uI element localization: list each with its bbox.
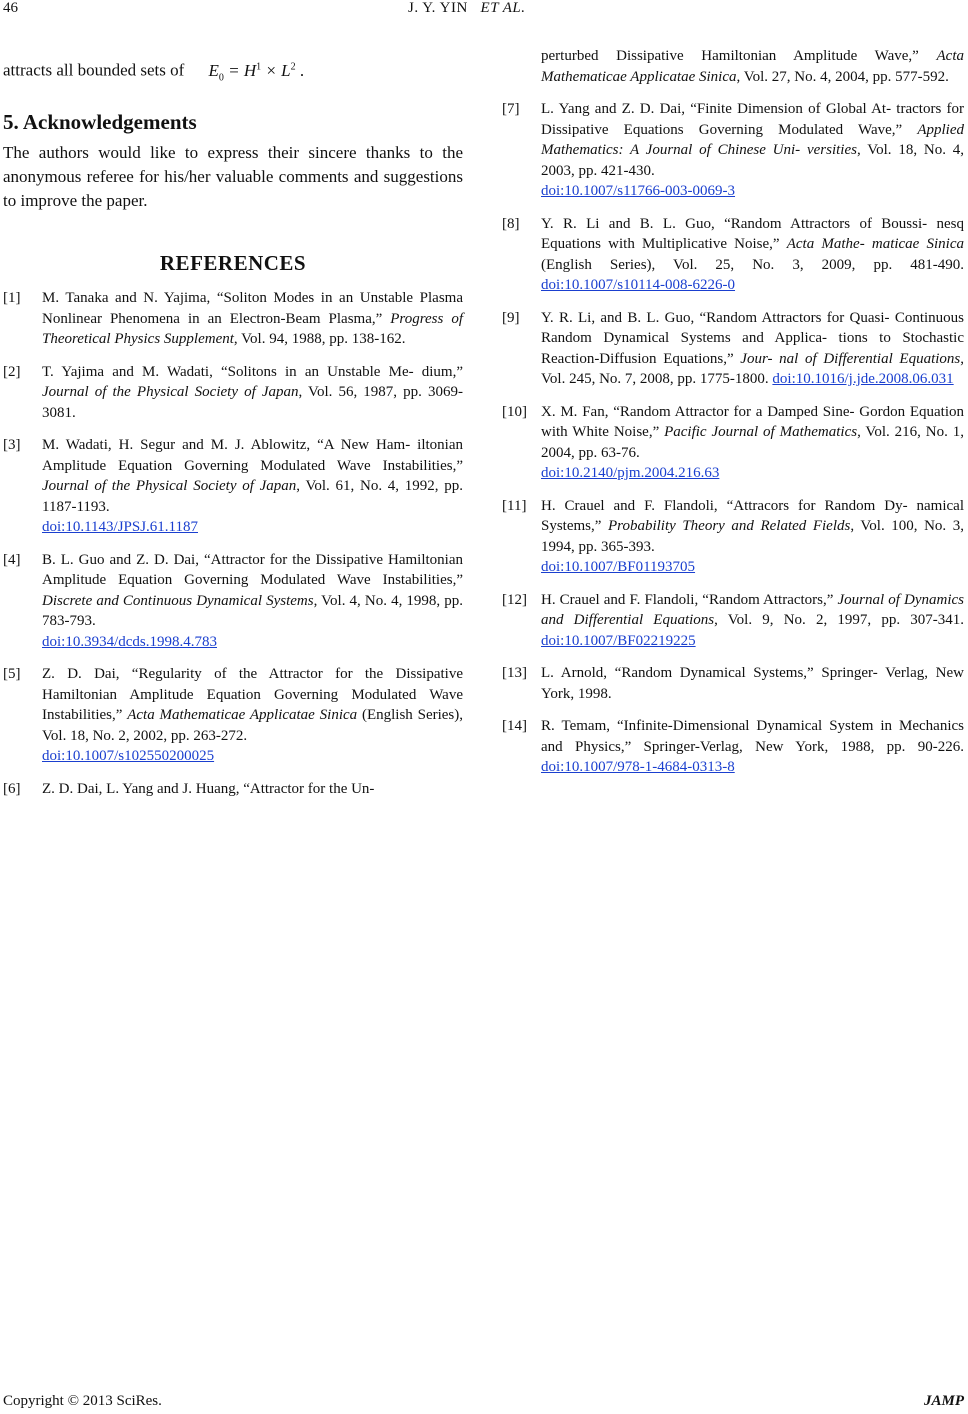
reference-details: , Vol. 100, No. 3, 1994, pp. 365-393. bbox=[541, 518, 964, 555]
reference-text: Y. R. Li and B. L. Guo, “Random Attractors of Boussi- nesq Equations with Multiplicative Noise,” bbox=[541, 215, 964, 252]
reference-item bbox=[3, 435, 463, 538]
reference-continuation bbox=[502, 46, 964, 87]
reference-journal: Journal of Dynamics and Differential Equations bbox=[541, 591, 964, 628]
reference-text: L. Arnold, “Random Dynamical Systems,” Springer- Verlag, New York, 1998. bbox=[541, 665, 964, 702]
reference-item bbox=[3, 779, 463, 800]
formula-e: E bbox=[208, 60, 219, 80]
formula-space bbox=[208, 60, 305, 84]
reference-item bbox=[502, 402, 964, 484]
reference-details: , Vol. 4, No. 4, 1998, pp. 783-793. bbox=[42, 592, 463, 630]
reference-number: [6] bbox=[3, 780, 21, 797]
reference-item bbox=[3, 362, 463, 424]
reference-number: [3] bbox=[3, 437, 21, 454]
left-column bbox=[3, 55, 463, 811]
reference-doi-link[interactable]: doi:10.1007/BF02219225 bbox=[541, 632, 696, 649]
reference-journal: Acta Mathematicae Applicatae Sinica bbox=[127, 707, 358, 724]
footer-journal: JAMP bbox=[923, 1393, 964, 1409]
reference-number: [5] bbox=[3, 666, 21, 683]
running-header-etal: ET AL. bbox=[480, 0, 526, 16]
reference-number: [7] bbox=[502, 101, 520, 117]
reference-number: [8] bbox=[502, 215, 520, 232]
reference-journal: Applied Mathematics: A Journal of Chinese Uni- versities bbox=[541, 121, 964, 158]
reference-number: [1] bbox=[3, 290, 21, 307]
reference-item bbox=[502, 590, 964, 652]
reference-details: , Vol. 216, No. 1, 2004, pp. 63-76. bbox=[541, 424, 964, 461]
reference-text: Z. D. Dai, L. Yang and J. Huang, “Attractor for the Un- bbox=[42, 780, 375, 797]
reference-item bbox=[502, 308, 964, 390]
reference-text: perturbed Dissipative Hamiltonian Amplitude Wave,” bbox=[541, 48, 937, 64]
reference-item bbox=[3, 288, 463, 350]
reference-journal: Progress of Theoretical Physics Supplement bbox=[42, 310, 463, 348]
formula-e-sub: 0 bbox=[218, 72, 224, 84]
reference-journal: Journal of the Physical Society of Japan bbox=[42, 478, 297, 495]
reference-number: [14] bbox=[502, 718, 527, 734]
reference-journal: Pacific Journal of Mathematics bbox=[664, 424, 858, 440]
formula-h-sup: 1 bbox=[256, 61, 262, 72]
reference-details: , Vol. 9, No. 2, 1997, pp. 307-341. bbox=[714, 612, 964, 628]
reference-details: , Vol. 18, No. 4, 2003, pp. 421-430. bbox=[541, 142, 964, 179]
page-number: 46 bbox=[3, 0, 18, 16]
reference-item bbox=[502, 663, 964, 704]
reference-details: (English Series), Vol. 18, No. 2, 2002, pp. 263-272. bbox=[42, 707, 464, 744]
acknowledgements-text: The authors would like to express their sincere thanks to the anonymous referee for his/her valuable comments and suggestions to improve the paper. bbox=[3, 143, 463, 211]
reference-journal: Discrete and Continuous Dynamical Systems bbox=[42, 592, 314, 609]
reference-details: , Vol. 245, No. 7, 2008, pp. 1775-1800. bbox=[541, 350, 965, 387]
right-column bbox=[502, 46, 964, 790]
reference-text: M. Wadati, H. Segur and M. J. Ablowitz, “A New Ham- iltonian Amplitude Equation Governing Modulated Wave Instabilities,” bbox=[42, 437, 463, 474]
intro-text: attracts all bounded sets of bbox=[3, 60, 185, 80]
reference-details: , Vol. 61, No. 4, 1992, pp. 1187-1193. bbox=[42, 478, 463, 515]
reference-doi-link[interactable]: doi:10.1007/s11766-003-0069-3 bbox=[541, 183, 736, 199]
footer-copyright: Copyright © 2013 SciRes. bbox=[3, 1393, 162, 1409]
reference-item bbox=[3, 550, 463, 653]
reference-item bbox=[502, 214, 964, 296]
reference-text: Z. D. Dai, “Regularity of the Attractor for the Dissipative Hamiltonian Amplitude Equation Governing Modulated Wave Instabilities,” bbox=[42, 666, 463, 724]
reference-text: M. Tanaka and N. Yajima, “Soliton Modes in an Unstable Plasma Nonlinear Phenomena in an Electron-Beam Plasma,” bbox=[42, 290, 463, 327]
formula-eq: = H bbox=[223, 60, 257, 80]
reference-doi-link[interactable]: doi:10.3934/dcds.1998.4.783 bbox=[42, 633, 217, 650]
reference-text: R. Temam, “Infinite-Dimensional Dynamical System in Mechanics and Physics,” Springer-Verlag, New York, 1988, pp. 90-226. bbox=[541, 718, 964, 755]
reference-text: B. L. Guo and Z. D. Dai, “Attractor for the Dissipative Hamiltonian Amplitude Equation Governing Modulated Wave Instabilities,” bbox=[42, 551, 463, 589]
reference-doi-link[interactable]: doi:10.1007/s10114-008-6226-0 bbox=[541, 277, 736, 293]
reference-number: [9] bbox=[502, 309, 520, 326]
formula-l-sup: 2 bbox=[290, 61, 296, 72]
reference-number: [4] bbox=[3, 551, 21, 568]
reference-doi-link[interactable]: doi:10.1007/978-1-4684-0313-8 bbox=[541, 759, 735, 775]
reference-doi-link[interactable]: doi:10.1007/s102550200025 bbox=[42, 748, 215, 765]
reference-item bbox=[3, 664, 463, 767]
reference-details: , Vol. 56, 1987, pp. 3069-3081. bbox=[42, 384, 463, 421]
reference-text: X. M. Fan, “Random Attractor for a Damped Sine- Gordon Equation with White Noise,” bbox=[541, 403, 964, 440]
formula-times: × L bbox=[261, 60, 291, 80]
formula-end: . bbox=[295, 60, 305, 80]
running-header bbox=[408, 0, 526, 17]
reference-details: , Vol. 94, 1988, pp. 138-162. bbox=[233, 331, 406, 348]
reference-journal: Probability Theory and Related Fields bbox=[608, 518, 851, 534]
reference-doi-link[interactable]: doi:10.1007/BF01193705 bbox=[541, 559, 696, 575]
reference-text: L. Yang and Z. D. Dai, “Finite Dimension of Global At- tractors for Dissipative Equations Governing Modulated Wave,” bbox=[541, 101, 964, 138]
reference-text: H. Crauel and F. Flandoli, “Attracors for Random Dy- namical Systems,” bbox=[541, 497, 964, 534]
reference-item bbox=[502, 716, 964, 778]
reference-number: [10] bbox=[502, 403, 527, 420]
reference-text: H. Crauel and F. Flandoli, “Random Attractors,” bbox=[541, 591, 838, 608]
references-heading: REFERENCES bbox=[159, 251, 307, 276]
reference-item bbox=[502, 496, 964, 578]
reference-doi-link[interactable]: doi:10.1143/JPSJ.61.1187 bbox=[42, 519, 198, 536]
reference-details: (English Series), Vol. 25, No. 3, 2009, pp. 481-490. bbox=[541, 256, 964, 273]
reference-journal: Journal of the Physical Society of Japan bbox=[42, 384, 299, 401]
reference-doi-link[interactable]: doi:10.1016/j.jde.2008.06.031 bbox=[772, 371, 954, 387]
reference-number: [13] bbox=[502, 665, 527, 681]
reference-number: [2] bbox=[3, 363, 21, 380]
reference-journal: Jour- nal of Differential Equations bbox=[740, 350, 961, 367]
reference-doi-link[interactable]: doi:10.2140/pjm.2004.216.63 bbox=[541, 465, 720, 481]
reference-number: [11] bbox=[502, 497, 527, 514]
reference-journal: Acta Mathematicae Applicatae Sinica bbox=[541, 48, 964, 85]
running-header-authors: J. Y. YIN bbox=[408, 0, 468, 16]
intro-paragraph bbox=[3, 55, 463, 90]
reference-details: , Vol. 27, No. 4, 2004, pp. 577-592. bbox=[736, 68, 949, 85]
reference-item bbox=[502, 99, 964, 202]
reference-number: [12] bbox=[502, 591, 527, 608]
reference-journal: Acta Mathe- maticae Sinica bbox=[786, 236, 964, 252]
reference-text: Y. R. Li, and B. L. Guo, “Random Attractors for Quasi- Continuous Random Dynamical Systems and Applica- tions to Stochastic Reaction-Diffusion Equations,” bbox=[541, 309, 964, 367]
acknowledgements-heading: 5. Acknowledgements bbox=[3, 110, 197, 135]
reference-text: T. Yajima and M. Wadati, “Solitons in an Unstable Me- dium,” bbox=[42, 363, 463, 380]
